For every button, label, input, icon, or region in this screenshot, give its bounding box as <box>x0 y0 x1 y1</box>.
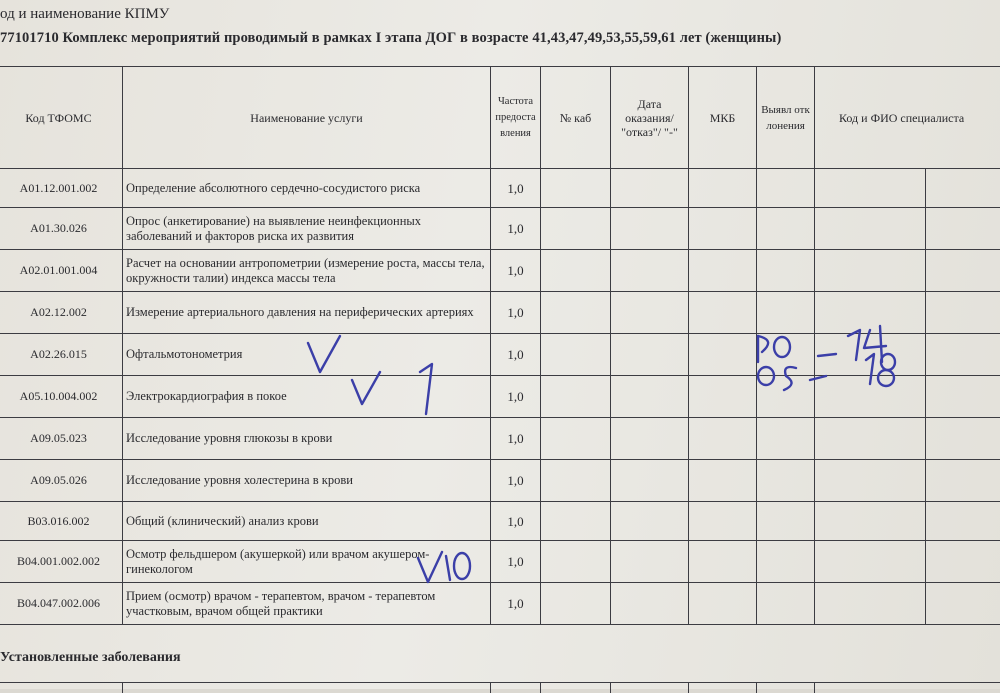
handwritten-stroke <box>784 367 796 390</box>
row-name: Исследование уровня холестерина в крови <box>123 460 491 502</box>
row-code: B03.016.002 <box>0 502 123 541</box>
row-freq: 1,0 <box>491 169 541 208</box>
section-label: од и наименование КПМУ <box>0 6 169 23</box>
row-name: Опрос (анкетирование) на выявление неинфекционных заболеваний и факторов риска их развития <box>123 208 491 250</box>
col-header-specialist: Код и ФИО специалиста <box>815 67 1000 169</box>
col-header-date: Дата оказания/ "отказ"/ "-" <box>611 67 689 169</box>
row-code: A05.10.004.002 <box>0 376 123 418</box>
row-freq: 1,0 <box>491 250 541 292</box>
col-header-name: Наименование услуги <box>123 67 491 169</box>
row-code: A09.05.023 <box>0 418 123 460</box>
row-name: Прием (осмотр) врачом - терапевтом, врачом - терапевтом участковым, врачом общей практики <box>123 583 491 625</box>
row-code: B04.001.002.002 <box>0 541 123 583</box>
row-freq: 1,0 <box>491 418 541 460</box>
handwritten-check-mark <box>352 372 380 404</box>
handwritten-stroke <box>878 370 894 386</box>
row-name: Определение абсолютного сердечно-сосудистого риска <box>123 169 491 208</box>
row-freq: 1,0 <box>491 583 541 625</box>
handwritten-stroke <box>866 354 874 384</box>
handwritten-check-mark <box>418 552 442 582</box>
col-header-cabinet: № каб <box>541 67 611 169</box>
row-freq: 1,0 <box>491 541 541 583</box>
row-freq: 1,0 <box>491 208 541 250</box>
handwritten-stroke <box>420 364 432 414</box>
row-code: A02.01.001.004 <box>0 250 123 292</box>
row-name: Электрокардиография в покое <box>123 376 491 418</box>
row-name: Измерение артериального давления на периферических артериях <box>123 292 491 334</box>
row-name: Офтальмотонометрия <box>123 334 491 376</box>
handwritten-stroke <box>454 553 470 579</box>
row-name: Осмотр фельдшером (акушеркой) или врачом акушером-гинекологом <box>123 541 491 583</box>
row-code: A02.12.002 <box>0 292 123 334</box>
established-diseases-label: Установленные заболевания <box>0 650 181 666</box>
row-code: A01.12.001.002 <box>0 169 123 208</box>
handwritten-stroke <box>774 337 790 357</box>
row-freq: 1,0 <box>491 334 541 376</box>
program-title: 77101710 Комплекс мероприятий проводимый в рамках I этапа ДОГ в возрасте 41,43,47,49,53,55,59,61 лет (женщины) <box>0 30 781 47</box>
handwritten-check-mark <box>308 336 340 372</box>
handwritten-stroke <box>810 376 826 380</box>
row-name: Общий (клинический) анализ крови <box>123 502 491 541</box>
handwritten-stroke <box>446 556 450 580</box>
row-code: A09.05.026 <box>0 460 123 502</box>
col-header-mkb: МКБ <box>689 67 757 169</box>
row-code: A02.26.015 <box>0 334 123 376</box>
row-freq: 1,0 <box>491 460 541 502</box>
handwritten-stroke <box>818 354 836 356</box>
col-header-freq: Частота предоставления <box>491 67 541 169</box>
handwritten-stroke <box>758 336 768 352</box>
row-freq: 1,0 <box>491 502 541 541</box>
handwritten-stroke <box>758 367 774 385</box>
col-header-deviation: Выявл отклонения <box>757 67 815 169</box>
handwritten-stroke <box>848 330 860 360</box>
row-freq: 1,0 <box>491 376 541 418</box>
row-code: B04.047.002.006 <box>0 583 123 625</box>
row-name: Расчет на основании антропометрии (измерение роста, массы тела, окружности талии) индекса массы тела <box>123 250 491 292</box>
row-code: A01.30.026 <box>0 208 123 250</box>
row-freq: 1,0 <box>491 292 541 334</box>
col-header-code: Код ТФОМС <box>0 67 123 169</box>
row-name: Исследование уровня глюкозы в крови <box>123 418 491 460</box>
